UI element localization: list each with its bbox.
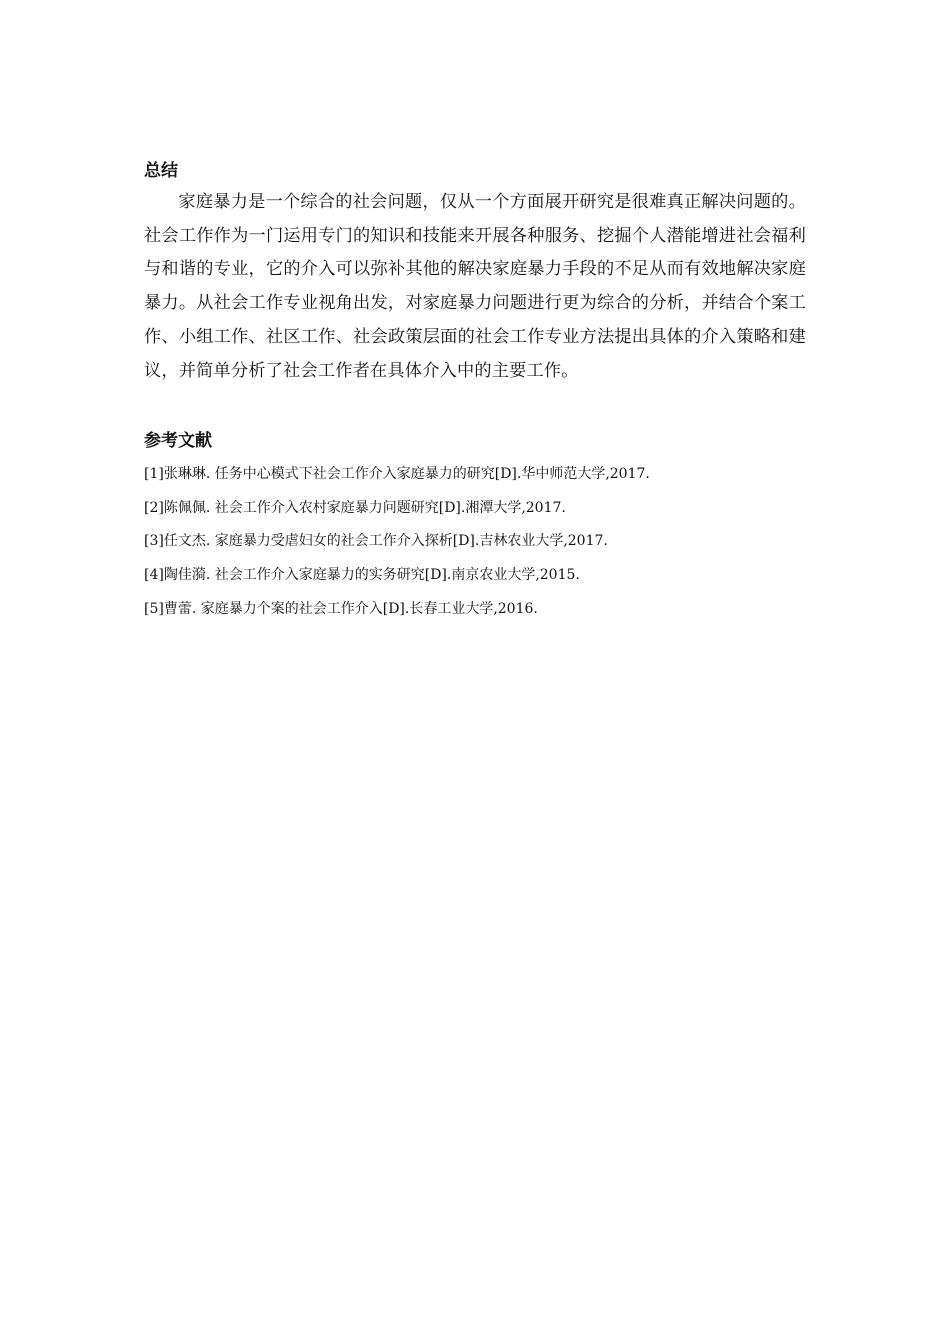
references-section: [144, 426, 806, 626]
summary-paragraph: 家庭暴力是一个综合的社会问题，仅从一个方面展开研究是很难真正解决问题的。社会工作作为一门运用专门的知识和技能来开展各种服务、挖掘个人潜能增进社会福利与和谐的专业，它的介入可以弥补其他的解决家庭暴力手段的不足从而有效地解决家庭暴力。从社会工作专业视角出发，对家庭暴力问题进行更为综合的分析，并结合个案工作、小组工作、社区工作、社会政策层面的社会工作专业方法提出具体的介入策略和建议，并简单分析了社会工作者在具体介入中的主要工作。: [144, 192, 806, 381]
reference-item: [3]任文杰. 家庭暴力受虐妇女的社会工作介入探析[D].吉林农业大学,2017.: [144, 533, 608, 550]
reference-item: [2]陈佩佩. 社会工作介入农村家庭暴力问题研究[D].湘潭大学,2017.: [144, 499, 566, 516]
reference-item: [1]张琳琳. 任务中心模式下社会工作介入家庭暴力的研究[D].华中师范大学,2017.: [144, 466, 650, 483]
summary-section: [144, 156, 806, 388]
page-content: [144, 156, 806, 626]
summary-heading: 总结: [144, 161, 178, 181]
reference-item: [5]曹蕾. 家庭暴力个案的社会工作介入[D].长春工业大学,2016.: [144, 600, 538, 617]
reference-item: [4]陶佳漪. 社会工作介入家庭暴力的实务研究[D].南京农业大学,2015.: [144, 567, 580, 583]
reference-list: [144, 458, 806, 626]
references-heading: 参考文献: [144, 431, 212, 452]
